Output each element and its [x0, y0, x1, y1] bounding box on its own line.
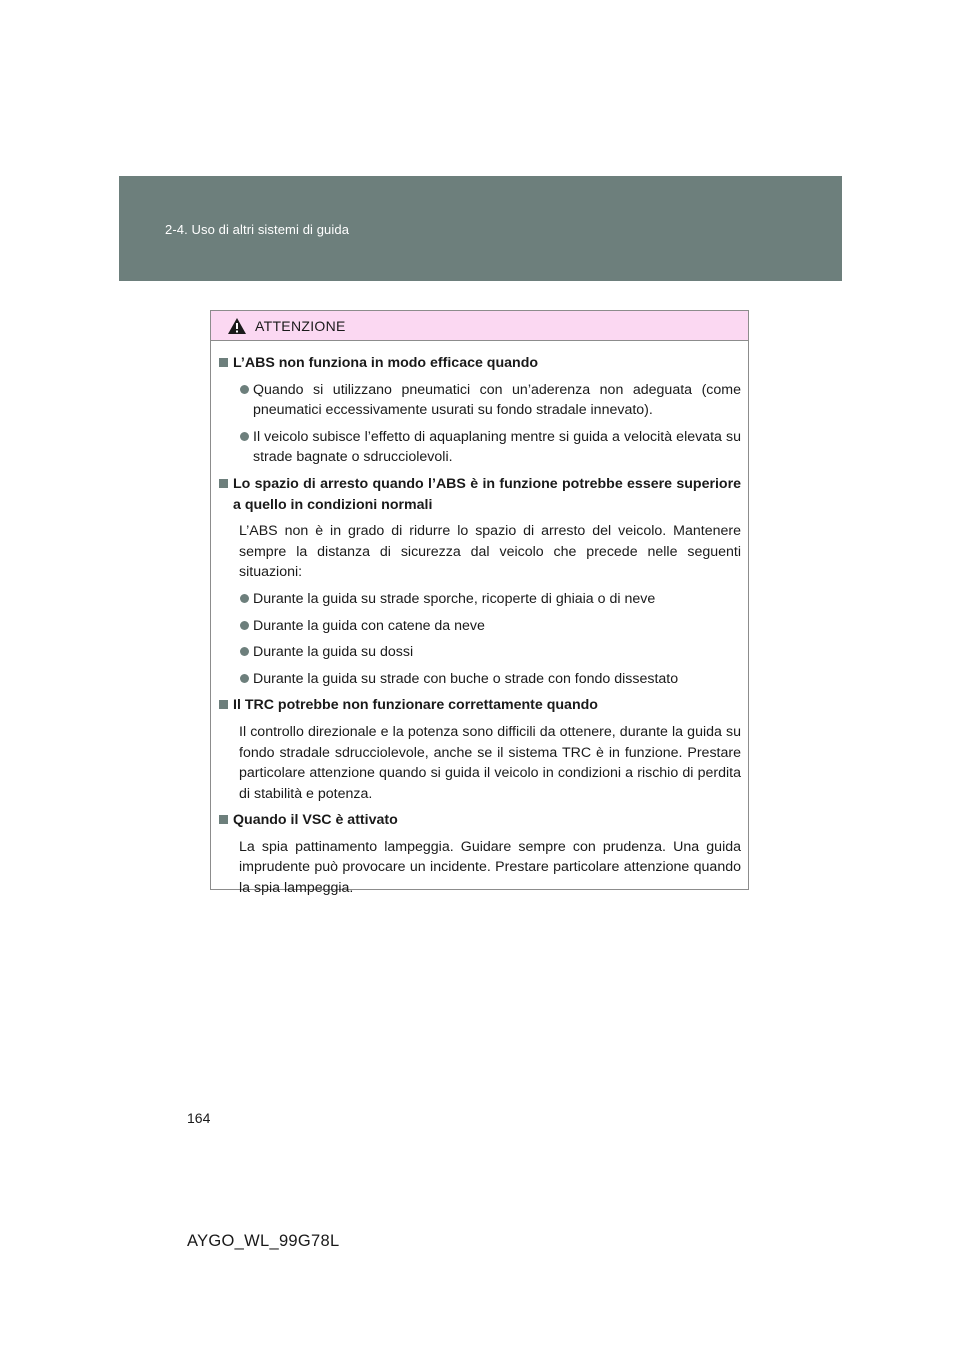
square-bullet-icon [219, 353, 233, 374]
section-header-band [119, 176, 842, 281]
round-bullet-icon [239, 669, 253, 690]
section-paragraph: La spia pattinamento lampeggia. Guidare sempre con prudenza. Una guida imprudente può provocare un incidente. Prestare particolare attenzione quando la spia lampeggia. [239, 838, 741, 897]
warning-triangle-icon [227, 317, 247, 335]
round-bullet-icon [239, 589, 253, 610]
round-bullet-icon [239, 427, 253, 468]
section-heading: L’ABS non funziona in modo efficace quando [219, 353, 741, 374]
section-heading: Quando il VSC è attivato [219, 810, 741, 831]
list-item: Il veicolo subisce l’effetto di aquaplaning mentre si guida a velocità elevata su strade bagnate o sdrucciolevoli. [239, 427, 741, 468]
round-bullet-icon [239, 380, 253, 421]
document-code: AYGO_WL_99G78L [187, 1232, 340, 1250]
list-item: Quando si utilizzano pneumatici con un’aderenza non adeguata (come pneumatici eccessivamente usurati su fondo stradale innevato). [239, 380, 741, 421]
warning-body [211, 341, 748, 899]
round-bullet-icon [239, 616, 253, 637]
section-heading: Lo spazio di arresto quando l’ABS è in funzione potrebbe essere superiore a quello in condizioni normali [219, 474, 741, 515]
section-heading: Il TRC potrebbe non funzionare correttamente quando [219, 695, 741, 716]
square-bullet-icon [219, 695, 233, 716]
section-paragraph: L’ABS non è in grado di ridurre lo spazio di arresto del veicolo. Mantenere sempre la distanza di sicurezza dal veicolo che precede nelle seguenti situazioni: [239, 523, 741, 581]
round-bullet-icon [239, 642, 253, 663]
warning-box [210, 310, 749, 897]
warning-header [211, 311, 748, 341]
square-bullet-icon [219, 810, 233, 831]
square-bullet-icon [219, 474, 233, 515]
list-item: Durante la guida su strade sporche, ricoperte di ghiaia o di neve [239, 589, 741, 610]
warning-title: ATTENZIONE [255, 317, 346, 334]
section-title: 2-4. Uso di altri sistemi di guida [165, 222, 350, 237]
section-paragraph: Il controllo direzionale e la potenza sono difficili da ottenere, durante la guida su fondo stradale sdrucciolevole, anche se il sistema TRC è in funzione. Prestare particolare attenzione quando si guida il veicolo in condizioni a rischio di perdita di stabilità e potenza. [239, 723, 741, 802]
list-item: Durante la guida su strade con buche o strade con fondo dissestato [239, 669, 741, 690]
page-number: 164 [187, 1110, 211, 1126]
list-item: Durante la guida con catene da neve [239, 616, 741, 637]
list-item: Durante la guida su dossi [239, 642, 741, 663]
